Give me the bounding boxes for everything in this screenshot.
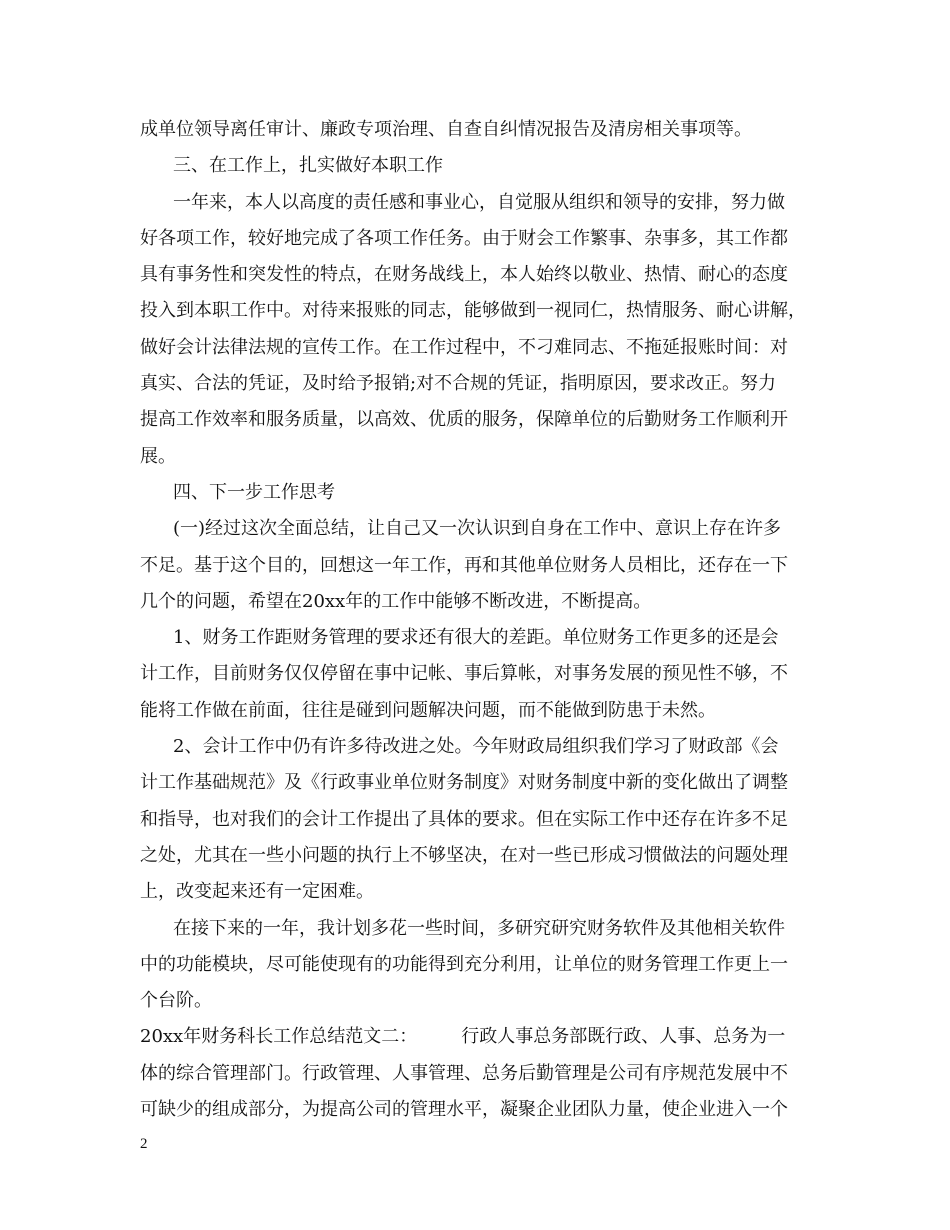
section-heading: 四、下一步工作思考 [173, 481, 335, 503]
paragraph-line: 不足。基于这个目的，回想这一年工作，再和其他单位财务人员相比，还存在一下 [140, 554, 788, 576]
paragraph-line: 在接下来的一年，我计划多花一些时间，多研究研究财务软件及其他相关软件 [173, 917, 785, 939]
section-heading: 三、在工作上，扎实做好本职工作 [173, 155, 443, 177]
paragraph-line: 2、会计工作中仍有许多待改进之处。今年财政局组织我们学习了财政部《会 [173, 736, 779, 758]
paragraph-line [140, 1019, 812, 1055]
paragraph-line: 计工作，目前财务仅仅停留在事中记帐、事后算帐，对事务发展的预见性不够，不 [140, 663, 788, 685]
paragraph-line: 成单位领导离任审计、廉政专项治理、自查自纠情况报告及清房相关事项等。 [140, 119, 752, 140]
paragraph-line: 可缺少的组成部分，为提高公司的管理水平，凝聚企业团队力量，使企业进入一个 [140, 1099, 788, 1121]
paragraph-line: 几个的问题，希望在20xx年的工作中能够不断改进，不断提高。 [140, 590, 652, 612]
paragraph-line: 好各项工作，较好地完成了各项工作任务。由于财会工作繁事、杂事多，其工作都 [140, 227, 788, 249]
paragraph-line: 提高工作效率和服务质量，以高效、优质的服务，保障单位的后勤财务工作顺利开 [140, 409, 788, 431]
section-title: 20xx年财务科长工作总结范文二： [140, 1026, 418, 1048]
paragraph-line: 投入到本职工作中。对待来报账的同志，能够做到一视同仁，热情服务、耐心讲解， [140, 300, 806, 322]
page-number: 2 [140, 1136, 148, 1152]
paragraph-line: 计工作基础规范》及《行政事业单位财务制度》对财务制度中新的变化做出了调整 [140, 772, 788, 794]
paragraph-text: 行政人事总务部既行政、人事、总务为一 [461, 1026, 786, 1048]
paragraph-line: 上，改变起来还有一定困难。 [140, 881, 374, 903]
paragraph-line: 个台阶。 [140, 990, 212, 1012]
paragraph-line: 之处，尤其在一些小问题的执行上不够坚决，在对一些已形成习惯做法的问题处理 [140, 844, 788, 866]
paragraph-line: 中的功能模块，尽可能使现有的功能得到充分利用，让单位的财务管理工作更上一 [140, 953, 788, 975]
paragraph-line: 做好会计法律法规的宣传工作。在工作过程中，不刁难同志、不拖延报账时间：对 [140, 336, 788, 358]
paragraph-line: 真实、合法的凭证，及时给予报销;对不合规的凭证，指明原因，要求改正。努力 [140, 373, 777, 395]
document-body [140, 112, 812, 1128]
paragraph-line: (一)经过这次全面总结，让自己又一次认识到自身在工作中、意识上存在许多 [173, 518, 782, 540]
paragraph-line: 具有事务性和突发性的特点，在财务战线上，本人始终以敬业、热情、耐心的态度 [140, 264, 788, 286]
paragraph-line: 1、财务工作距财务管理的要求还有很大的差距。单位财务工作更多的还是会 [173, 627, 779, 649]
paragraph-line: 一年来，本人以高度的责任感和事业心，自觉服从组织和领导的安排，努力做 [173, 191, 785, 213]
paragraph-line: 展。 [140, 445, 176, 467]
paragraph-line: 体的综合管理部门。行政管理、人事管理、总务后勤管理是公司有序规范发展中不 [140, 1062, 788, 1084]
paragraph-line: 和指导，也对我们的会计工作提出了具体的要求。但在实际工作中还存在许多不足 [140, 808, 788, 830]
paragraph-line: 能将工作做在前面，往往是碰到问题解决问题，而不能做到防患于未然。 [140, 699, 716, 721]
